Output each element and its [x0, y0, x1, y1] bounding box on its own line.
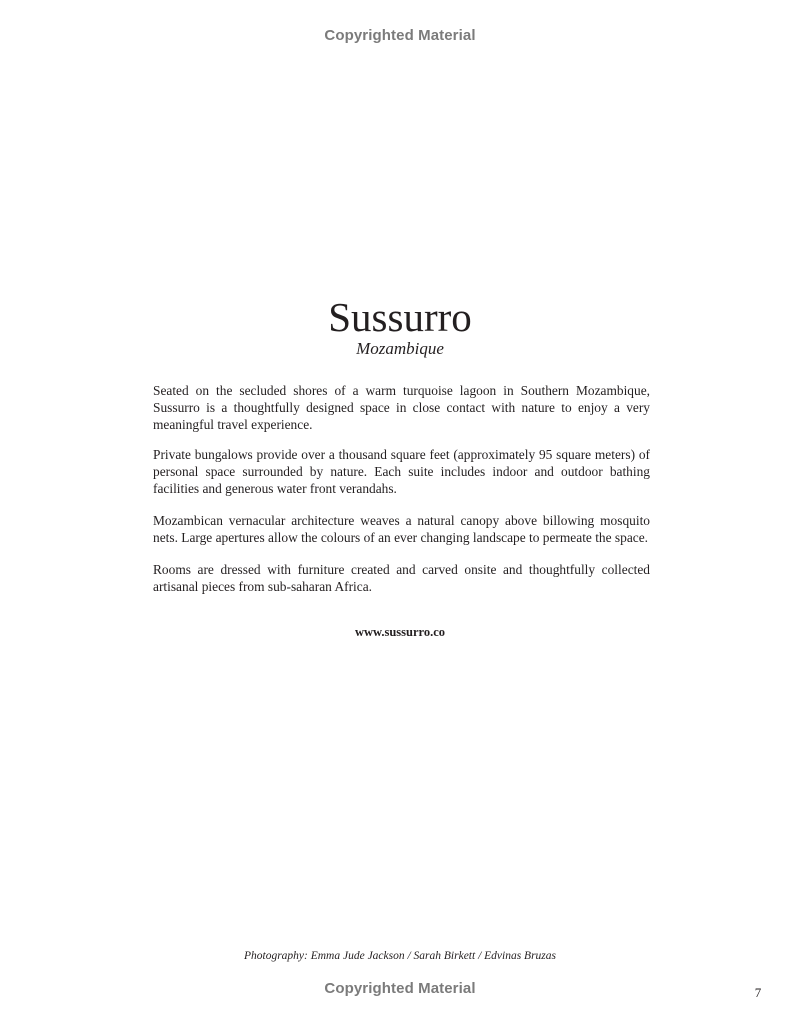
website-link[interactable]: www.sussurro.co: [354, 625, 446, 639]
paragraph-architecture: Mozambican vernacular architecture weaves a natural canopy above billowing mosquito nets. Large apertures allow the colours of an ever changing landscape to permeate the space.: [153, 513, 650, 545]
page-subtitle: Mozambique: [356, 339, 444, 358]
photography-credits: Photography: Emma Jude Jackson / Sarah Birkett / Edvinas Bruzas: [243, 950, 557, 962]
paragraph-intro: Seated on the secluded shores of a warm turquoise lagoon in Southern Mozambique, Sussurro is a thoughtfully designed space in close contact with nature to enjoy a very meaningful travel experience.: [153, 383, 650, 432]
paragraph-rooms: Rooms are dressed with furniture created and carved onsite and thoughtfully collected artisanal pieces from sub-saharan Africa.: [153, 562, 650, 594]
page-title: Sussurro: [328, 294, 472, 340]
paragraph-bungalows: Private bungalows provide over a thousand square feet (approximately 95 square meters) of personal space surrounded by nature. Each suite includes indoor and outdoor bathing facilities and generous water front verandahs.: [153, 447, 650, 496]
copyright-watermark-bottom: Copyrighted Material: [324, 980, 476, 997]
copyright-watermark-top: Copyrighted Material: [324, 27, 476, 44]
page-number: 7: [754, 985, 762, 1000]
